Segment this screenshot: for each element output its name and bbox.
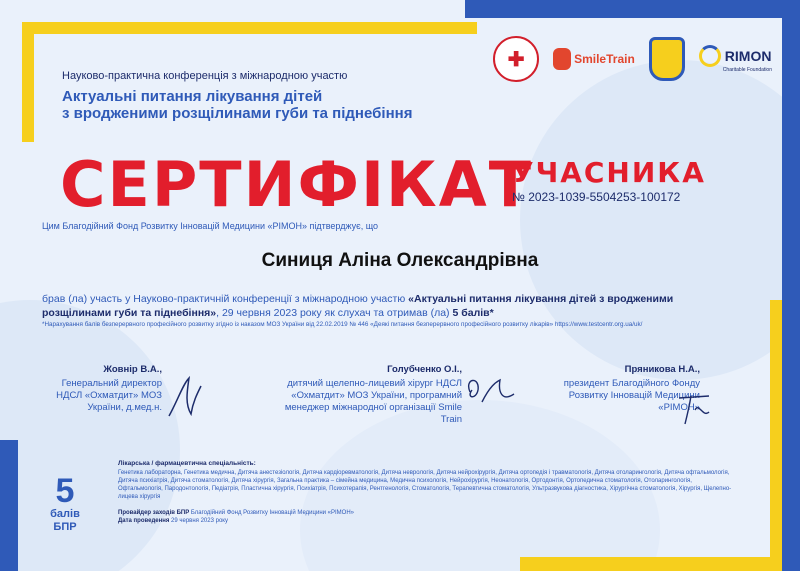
rimon-logo: RIMON Charitable Foundation [699, 45, 772, 73]
logos-row [493, 36, 772, 82]
conference-subtitle: Науково-практична конференція з міжнародною участю [62, 70, 348, 82]
footnote: *Нарахування балів безперервного професійного розвитку згідно із наказом МОЗ України від 22.02.2019 № 446 «Деякі питання безперервного професійного розвитку лікарів» https://www.testcentr.org.ua/uk/ [42, 321, 643, 328]
rimon-ring-icon [699, 45, 721, 67]
frame-stripe [22, 22, 477, 34]
confirmation-text: Цим Благодійний Фонд Розвитку Інновацій Медицини «РІМОН» підтверджує, що [42, 221, 379, 231]
participant-heading: УЧАСНИКА [512, 156, 706, 189]
signature-block-2: Голубченко О.І., дитячий щелепно-лицевий хірург НДСЛ «Охматдит» МОЗ України, програмний менеджер міжнародної організації Smile Train [284, 364, 462, 425]
background-shape [0, 300, 180, 571]
background-shape [520, 60, 800, 380]
frame-stripe [22, 22, 34, 142]
provider-line: Провайдер заходів БПР Благодійний Фонд Розвитку Інновацій Медицини «РІМОН» [118, 510, 354, 516]
signature-block-3: Пряникова Н.А., президент Благодійного Фонду Розвитку Інновацій Медицини «РІМОН» [563, 364, 700, 413]
frame-stripe [520, 557, 782, 571]
smile-train-icon [553, 48, 571, 70]
signature-scribble-2 [460, 372, 520, 412]
smile-train-logo: SmileTrain [553, 48, 635, 70]
score-badge: 5 балів БПР [50, 472, 80, 533]
frame-stripe [465, 0, 800, 18]
signature-scribble-1 [165, 372, 205, 422]
shield-logo [649, 37, 685, 81]
frame-stripe [782, 0, 800, 571]
ohmatdyt-logo: ✚ [493, 36, 539, 82]
date-line: Дата проведення 29 червня 2023 року [118, 518, 228, 524]
frame-stripe [770, 300, 782, 571]
certificate-number: № 2023-1039-5504253-100172 [512, 190, 681, 204]
certificate-heading: СЕРТИФІКАТ [60, 148, 533, 221]
participation-text: брав (ла) участь у Науково-практичній конференції з міжнародною участю «Актуальні питання лікування дітей з вродженими розщілинами губи та піднебіння», 29 червня 2023 року як слухач та отримав (ла) 5 балів* [42, 293, 674, 319]
conference-title: Актуальні питання лікування дітей з вродженими розщілинами губи та піднебіння [62, 88, 413, 122]
specialties-block: Лікарська / фармацевтична спеціальність: Генетика лабораторна, Генетика медична, Дитяча анестезіологія, Дитяча кардіоревматологія, Дитяча неврологія, Дитяча нейрохірургія, Дитяча ортопедія і травматологія, Дитяча отоларингологія, Дитяча офтальмологія, Дитяча психіатрія, Дитяча стоматологія, Дитяча хірургія, Загальна практика – сімейна медицина, Медична психологія, Нейрохірургія, Неонатологія, Ортодонтія, Ортопедична стоматологія, Отоларингологія, Офтальмологія, Пародонтологія, Педіатрія, Пластична хірургія, Психіатрія, Психотерапія, Рентгенологія, Стоматологія, Терапевтична стоматологія, Ультразвукова діагностика, Хірургічна стоматологія, Хірургія, Щелепно-лицева хірургія Провайдер заходів БПР Благодійний Фонд Розвитку Інновацій Медицини «РІМОН» Дата проведення 29 червня 2023 року [118, 460, 738, 525]
recipient-name: Синиця Аліна Олександрівна [261, 250, 539, 271]
signature-block-1: Жовнір В.А., Генеральний директор НДСЛ «Охматдит» МОЗ України, д.мед.н. [56, 364, 162, 413]
frame-stripe [0, 440, 18, 571]
signature-scribble-3 [675, 388, 715, 428]
